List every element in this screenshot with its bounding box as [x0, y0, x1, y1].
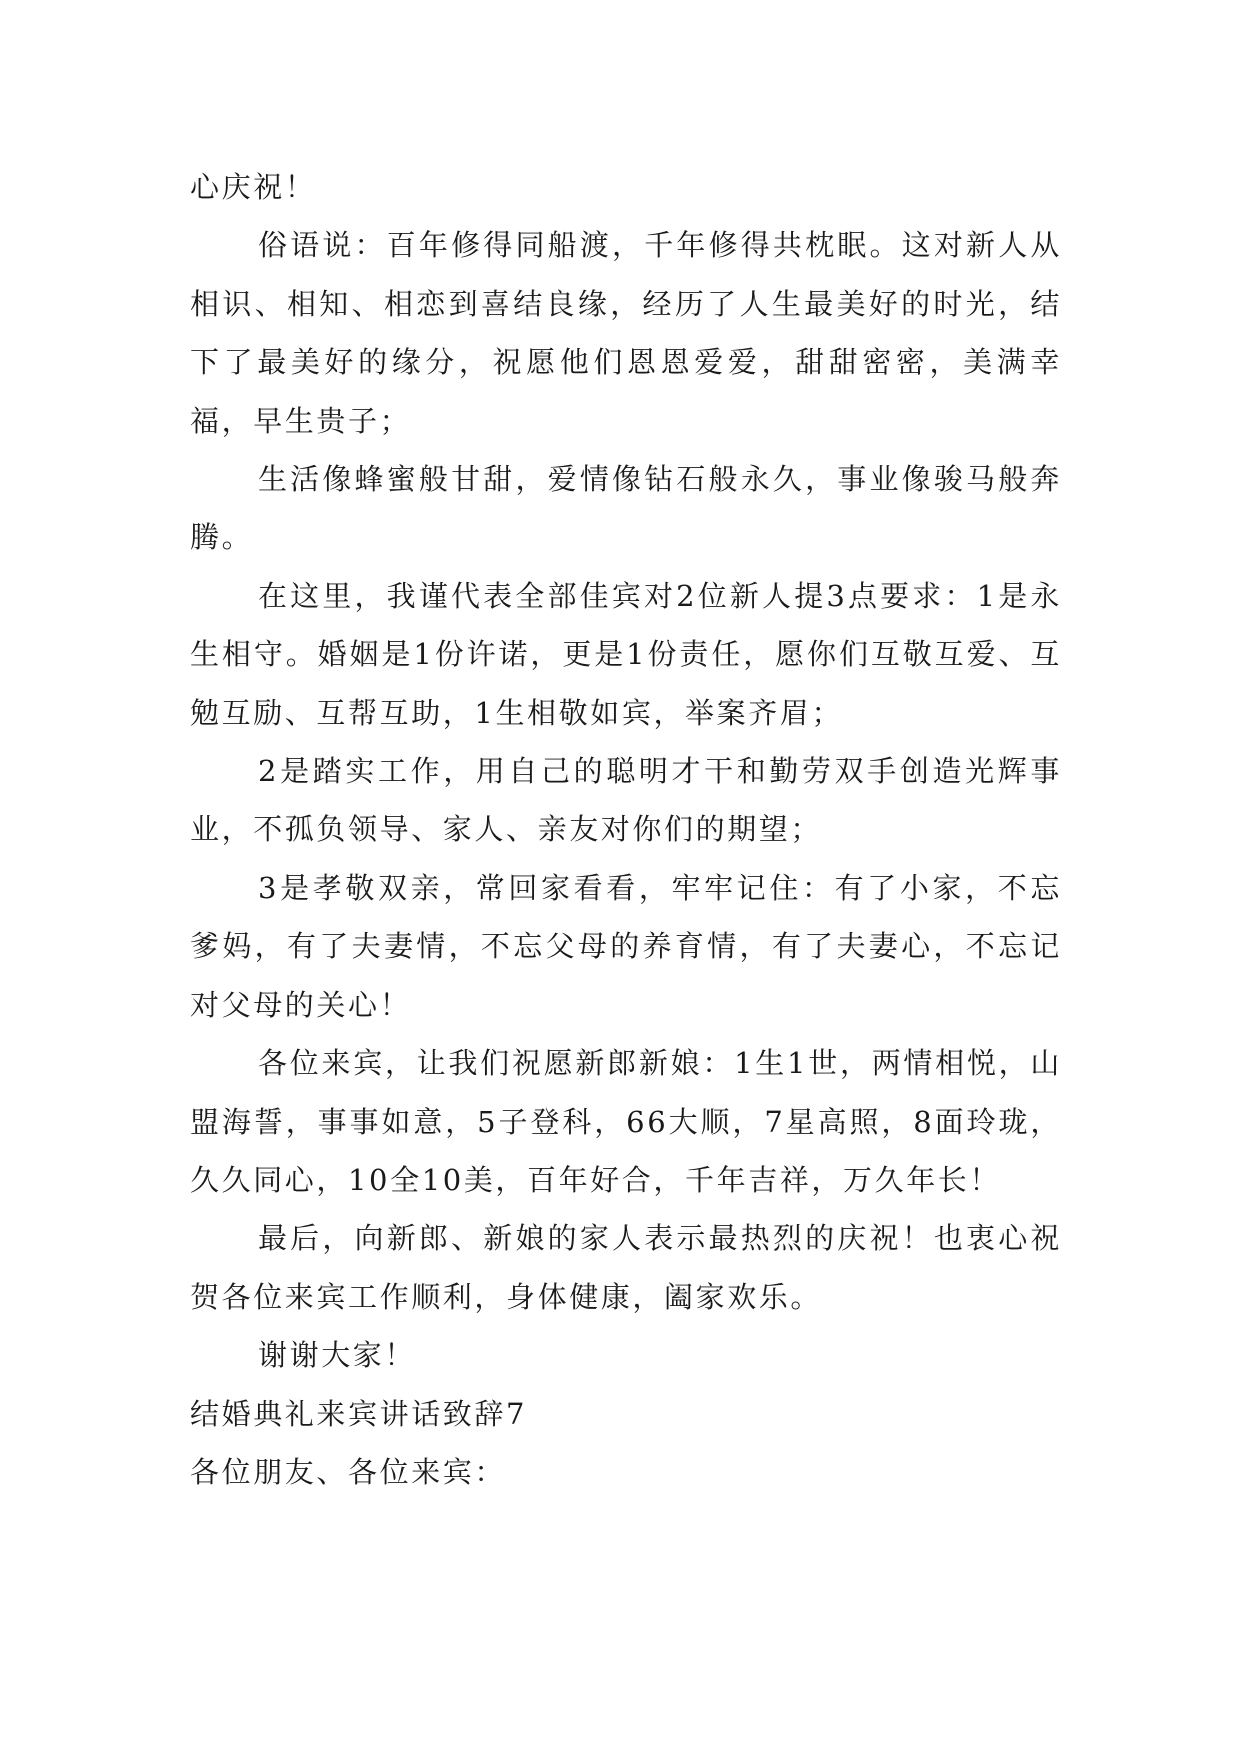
- paragraph-8: 最后，向新郎、新娘的家人表示最热烈的庆祝！也衷心祝贺各位来宾工作顺利，身体健康，阖家欢乐。: [190, 1221, 1062, 1314]
- section-heading: 结婚典礼来宾讲话致辞7: [190, 1396, 528, 1431]
- document-body: [190, 158, 1062, 1501]
- salutation: 各位朋友、各位来宾：: [190, 1454, 507, 1489]
- paragraph-5: 2是踏实工作，用自己的聪明才干和勤劳双手创造光辉事业，不孤负领导、家人、亲友对你们的期望；: [190, 754, 1062, 847]
- paragraph-4: 在这里，我谨代表全部佳宾对2位新人提3点要求：1是永生相守。婚姻是1份许诺，更是1份责任，愿你们互敬互爱、互勉互励、互帮互助，1生相敬如宾，举案齐眉；: [190, 578, 1062, 730]
- paragraph-2: 俗语说：百年修得同船渡，千年修得共枕眠。这对新人从相识、相知、相恋到喜结良缘，经历了人生最美好的时光，结下了最美好的缘分，祝愿他们恩恩爱爱，甜甜密密，美满幸福，早生贵子；: [190, 228, 1062, 438]
- paragraph-9: 谢谢大家！: [258, 1338, 417, 1373]
- paragraph-3: 生活像蜂蜜般甘甜，爱情像钻石般永久，事业像骏马般奔腾。: [190, 462, 1062, 555]
- paragraph-7: 各位来宾，让我们祝愿新郎新娘：1生1世，两情相悦，山盟海誓，事事如意，5子登科，66大顺，7星高照，8面玲珑，久久同心，10全10美，百年好合，千年吉祥，万久年长！: [190, 1046, 1062, 1197]
- paragraph-6: 3是孝敬双亲，常回家看看，牢牢记住：有了小家，不忘爹妈，有了夫妻情，不忘父母的养育情，有了夫妻心，不忘记对父母的关心！: [190, 870, 1062, 1022]
- paragraph-1: 心庆祝！: [190, 170, 317, 204]
